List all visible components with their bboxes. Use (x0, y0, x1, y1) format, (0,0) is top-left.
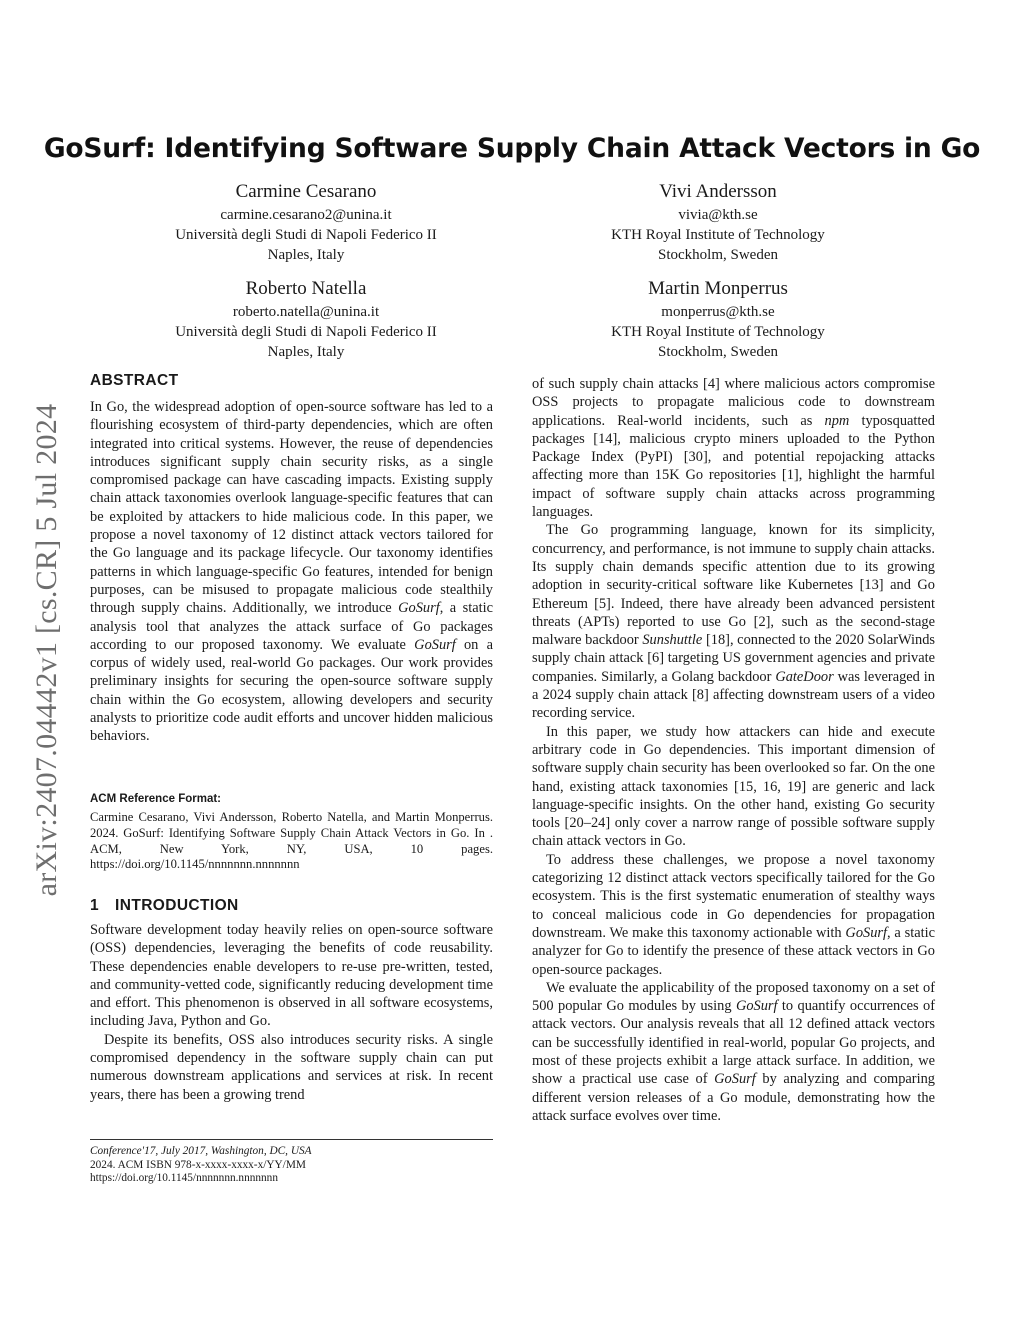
author-location: Naples, Italy (267, 344, 345, 360)
abstract-paragraph: In Go, the widespread adoption of open-source software has led to a flourishing ecosystem of third-party dependencies, which are often integrated into critical systems. However, the reuse of dependencies introduces significant supply chain security risks, as a single compromised package can have cascading impacts. Existing supply chain attack taxonomies overlook language-specific features that can be exploited by attackers to hide malicious code. In this paper, we propose a novel taxonomy of 12 distinct attack vectors tailored for the Go language and its package lifecycle. Our taxonomy identifies patterns in which language-specific Go features, intended for benign purposes, can be misused to propagate malicious code stealthily through supply chains. Additionally, we introduce GoSurf, a static analysis tool that analyzes the attack surface of Go packages according to our proposed taxonomy. We evaluate GoSurf on a corpus of widely used, real-world Go packages. Our work provides preliminary insights for securing the open-source software supply chain within the Go ecosystem, allowing developers and security analysts to prioritize code audit efforts and uncover hidden malicious behaviors. (90, 399, 493, 745)
intro-paragraph: of such supply chain attacks [4] where malicious actors compromise OSS projects to propagate malicious code to downstream applications. Real-world incidents, such as npm typosquatted packages [14], malicious crypto miners uploaded to the Python Package Index (PyPI) [30], and potential repojacking attacks affecting more than 15K Go repositories [1], highlight the harmful impact of software supply chain attacks across programming languages. (532, 376, 935, 521)
author-block (96, 180, 516, 265)
intro-paragraph: To address these challenges, we propose a novel taxonomy categorizing 12 distinct attack vectors specifically tailored for the Go ecosystem. This is the first systematic enumeration of stealthy ways to conceal malicious code in Go dependencies for propagation downstream. We make this taxonomy actionable with GoSurf, a static analyzer for Go to identify the presence of these attack vectors in Go open-source packages. (532, 851, 935, 978)
author-affiliation: KTH Royal Institute of Technology (611, 324, 825, 340)
footnote-rule (90, 1139, 493, 1140)
intro-paragraph: Despite its benefits, OSS also introduces security risks. A single compromised dependency in the software supply chain can put numerous downstream applications and services at risk. In recent years, there has been a growing trend (90, 1031, 493, 1103)
paper-title: GoSurf: Identifying Software Supply Chain Attack Vectors in Go (43, 133, 981, 164)
intro-paragraph: The Go programming language, known for its simplicity, concurrency, and performance, is not immune to supply chain attacks. Its supply chain demands specific attention due to its growing adoption in security-critical software like Kubernetes [13] and Go Ethereum [5]. Indeed, there have already been advanced persistent threats (APTs) reported to use Go [2], such as the second-stage malware backdoor Sunshuttle [18], connected to the 2020 SolarWinds supply chain attack [6] targeting US government agencies and private companies. Similarly, a Golang backdoor GateDoor was leveraged in a 2024 supply chain attack [8] affecting downstream users of a video recording service. (532, 522, 935, 722)
abstract-body (90, 398, 493, 746)
author-block (508, 180, 928, 265)
intro-left-column (90, 921, 493, 1104)
author-location: Stockholm, Sweden (658, 344, 778, 360)
footnote: Conference'17, July 2017, Washington, DC, USA 2024. ACM ISBN 978-x-xxxx-xxxx-x/YY/MM https://doi.org/10.1145/nnnnnnn.nnnnnnn (90, 1145, 312, 1185)
intro-right-column (532, 375, 935, 1125)
author-name: Vivi Andersson (659, 181, 777, 202)
author-affiliation: KTH Royal Institute of Technology (611, 227, 825, 243)
author-block (508, 277, 928, 362)
author-affiliation: Università degli Studi di Napoli Federico II (175, 324, 437, 340)
section-heading-introduction: 1 INTRODUCTION (90, 897, 239, 914)
acm-reference-heading: ACM Reference Format: (90, 793, 221, 805)
author-email: vivia@kth.se (678, 207, 758, 223)
acm-reference-text: Carmine Cesarano, Vivi Andersson, Roberto Natella, and Martin Monperrus. 2024. GoSurf: Identifying Software Supply Chain Attack Vectors in Go. In . ACM, New York, NY, USA, 10 pages. https://doi.org/10.1145/nnnnnnn.nnnnnnn (90, 810, 493, 872)
arxiv-watermark: arXiv:2407.04442v1 [cs.CR] 5 Jul 2024 (30, 403, 63, 897)
intro-paragraph: In this paper, we study how attackers can hide and execute arbitrary code in Go dependencies. This important dimension of software supply chain security has been overlooked so far. On the one hand, existing attack taxonomies [15, 16, 19] are generic and lack language-specific insights. On the other hand, existing Go security tools [20–24] only cover a narrow range of possible software supply chain attack vectors in Go. (532, 723, 935, 850)
author-email: roberto.natella@unina.it (232, 304, 380, 320)
intro-paragraph: We evaluate the applicability of the proposed taxonomy on a set of 500 popular Go modules by using GoSurf to quantify occurrences of attack vectors. Our analysis reveals that all 12 defined attack vectors can be successfully identified in real-world, popular Go projects, and most of these projects exhibit a large attack surface. In addition, we show a practical use case of GoSurf by analyzing and comparing different version releases of a Go module, demonstrating how the attack surface evolves over time. (532, 979, 935, 1124)
author-location: Naples, Italy (267, 247, 345, 263)
author-location: Stockholm, Sweden (658, 247, 778, 263)
intro-paragraph: Software development today heavily relies on open-source software (OSS) dependencies, leveraging the benefits of code reusability. These dependencies enable developers to re-use pre-written, tested, and community-vetted code, significantly reducing development time and effort. This phenomenon is observed in all software ecosystems, including Java, Python and Go. (90, 922, 493, 1030)
author-name: Martin Monperrus (648, 278, 788, 299)
abstract-heading: ABSTRACT (90, 372, 179, 389)
author-email: carmine.cesarano2@unina.it (220, 207, 392, 223)
author-email: monperrus@kth.se (661, 304, 775, 320)
author-block (96, 277, 516, 362)
author-affiliation: Università degli Studi di Napoli Federico II (175, 227, 437, 243)
author-name: Carmine Cesarano (235, 181, 377, 202)
author-name: Roberto Natella (245, 278, 367, 299)
